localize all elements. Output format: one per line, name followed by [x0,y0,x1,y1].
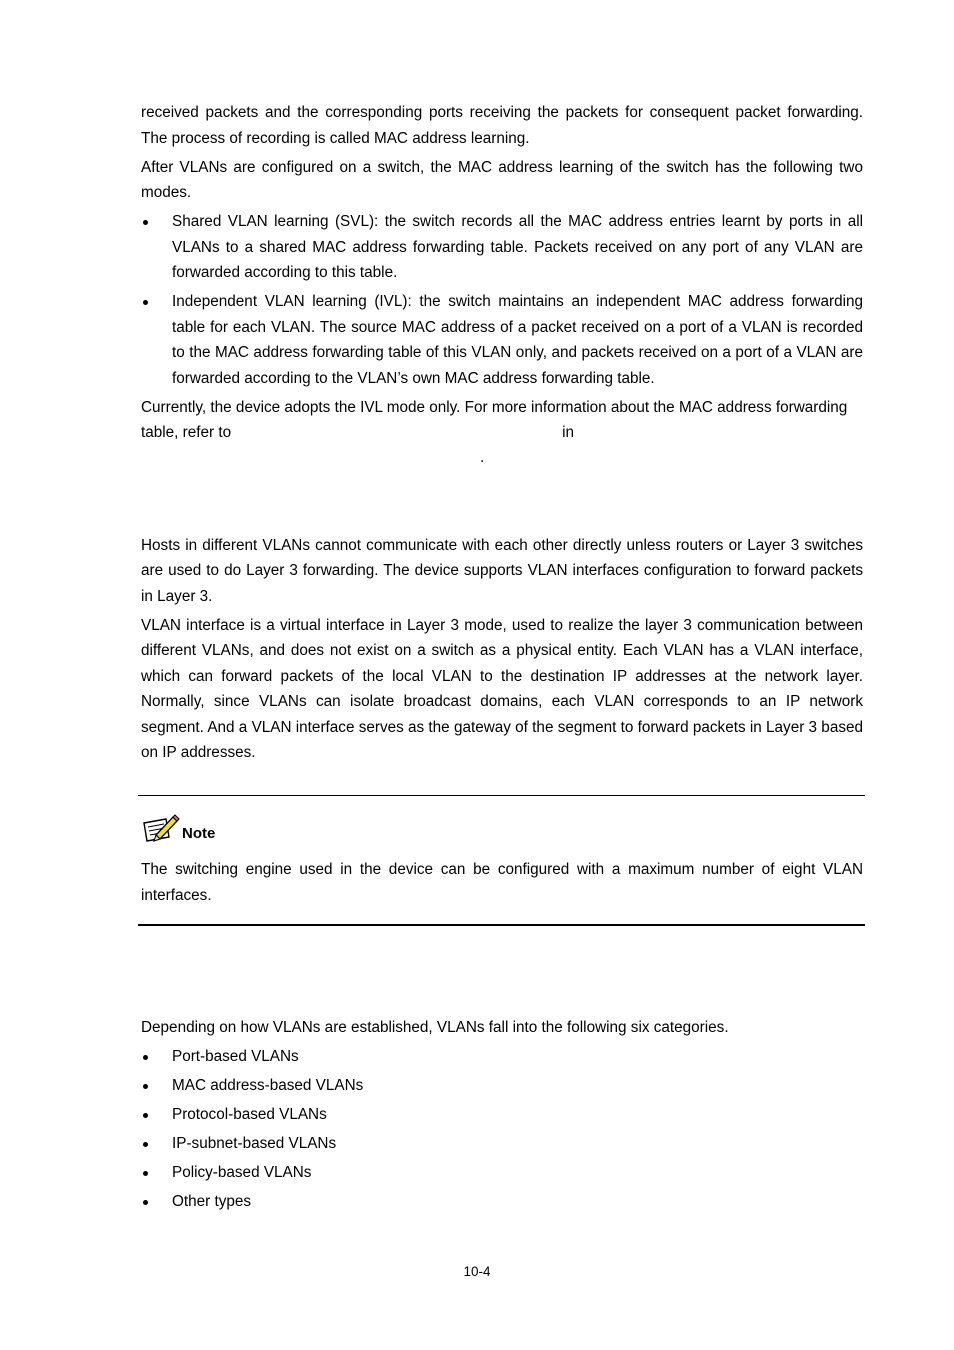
list-item: IP-subnet-based VLANs [141,1131,863,1157]
bullet-icon [143,220,148,225]
bullet-icon [143,300,148,305]
list-item: MAC address-based VLANs [141,1073,863,1099]
list-item: Independent VLAN learning (IVL): the switch maintains an independent MAC address forwarding table for each VLAN. The source MAC address of a packet received on a port of a VLAN is recorded to the MAC address forwarding table of this VLAN only, and packets received on a port of a VLAN are forwarded according to the VLAN’s own MAC address forwarding table. [141,289,863,391]
bullet-list [141,1044,863,1215]
list-item: Policy-based VLANs [141,1160,863,1186]
bullet-icon [143,1084,148,1089]
paragraph: VLAN interface is a virtual interface in Layer 3 mode, used to realize the layer 3 communication between different VLANs, and does not exist on a switch as a physical entity. Each VLAN has a VLAN interface, which can forward packets of the local VLAN to the destination IP addresses at the network layer. Normally, since VLANs can isolate broadcast domains, each VLAN corresponds to an IP network segment. And a VLAN interface serves as the gateway of the segment to forward packets in Layer 3 based on IP addresses. [141,616,863,761]
note-box [138,795,865,926]
paragraph: Depending on how VLANs are established, VLANs fall into the following six categories. [141,1019,729,1036]
bullet-icon [143,1171,148,1176]
bullet-list [141,209,863,391]
paragraph-end: . [480,449,485,466]
paragraph: Currently, the device adopts the IVL mode only. For more information about the MAC address forwarding table, refer to in [141,398,848,441]
divider [138,795,865,796]
page-number: 10-4 [463,1264,491,1279]
list-item: Other types [141,1189,863,1215]
bullet-icon [143,1113,148,1118]
paragraph: received packets and the corresponding ports receiving the packets for consequent packet forwarding. The process of recording is called MAC address learning. [141,104,863,147]
bullet-icon [143,1200,148,1205]
paragraph: After VLANs are configured on a switch, the MAC address learning of the switch has the following two modes. [141,158,863,201]
section-mac-learning [141,100,863,769]
list-item: Shared VLAN learning (SVL): the switch records all the MAC address entries learnt by ports in all VLANs to a shared MAC address forwarding table. Packets received on any port of any VLAN are forwarded according to this table. [141,209,863,286]
paragraph: Hosts in different VLANs cannot communicate with each other directly unless routers or Layer 3 switches are used to do Layer 3 forwarding. The device supports VLAN interfaces configuration to forward packets in Layer 3. [141,536,863,605]
note-label: Note [182,825,216,842]
divider [138,924,865,926]
bullet-icon [143,1142,148,1147]
list-item: Protocol-based VLANs [141,1102,863,1128]
list-item: Port-based VLANs [141,1044,863,1070]
bullet-icon [143,1055,148,1060]
section-vlan-types [141,1015,863,1218]
note-text: The switching engine used in the device can be configured with a maximum number of eight VLAN interfaces. [141,861,863,904]
note-pencil-icon [142,813,180,843]
